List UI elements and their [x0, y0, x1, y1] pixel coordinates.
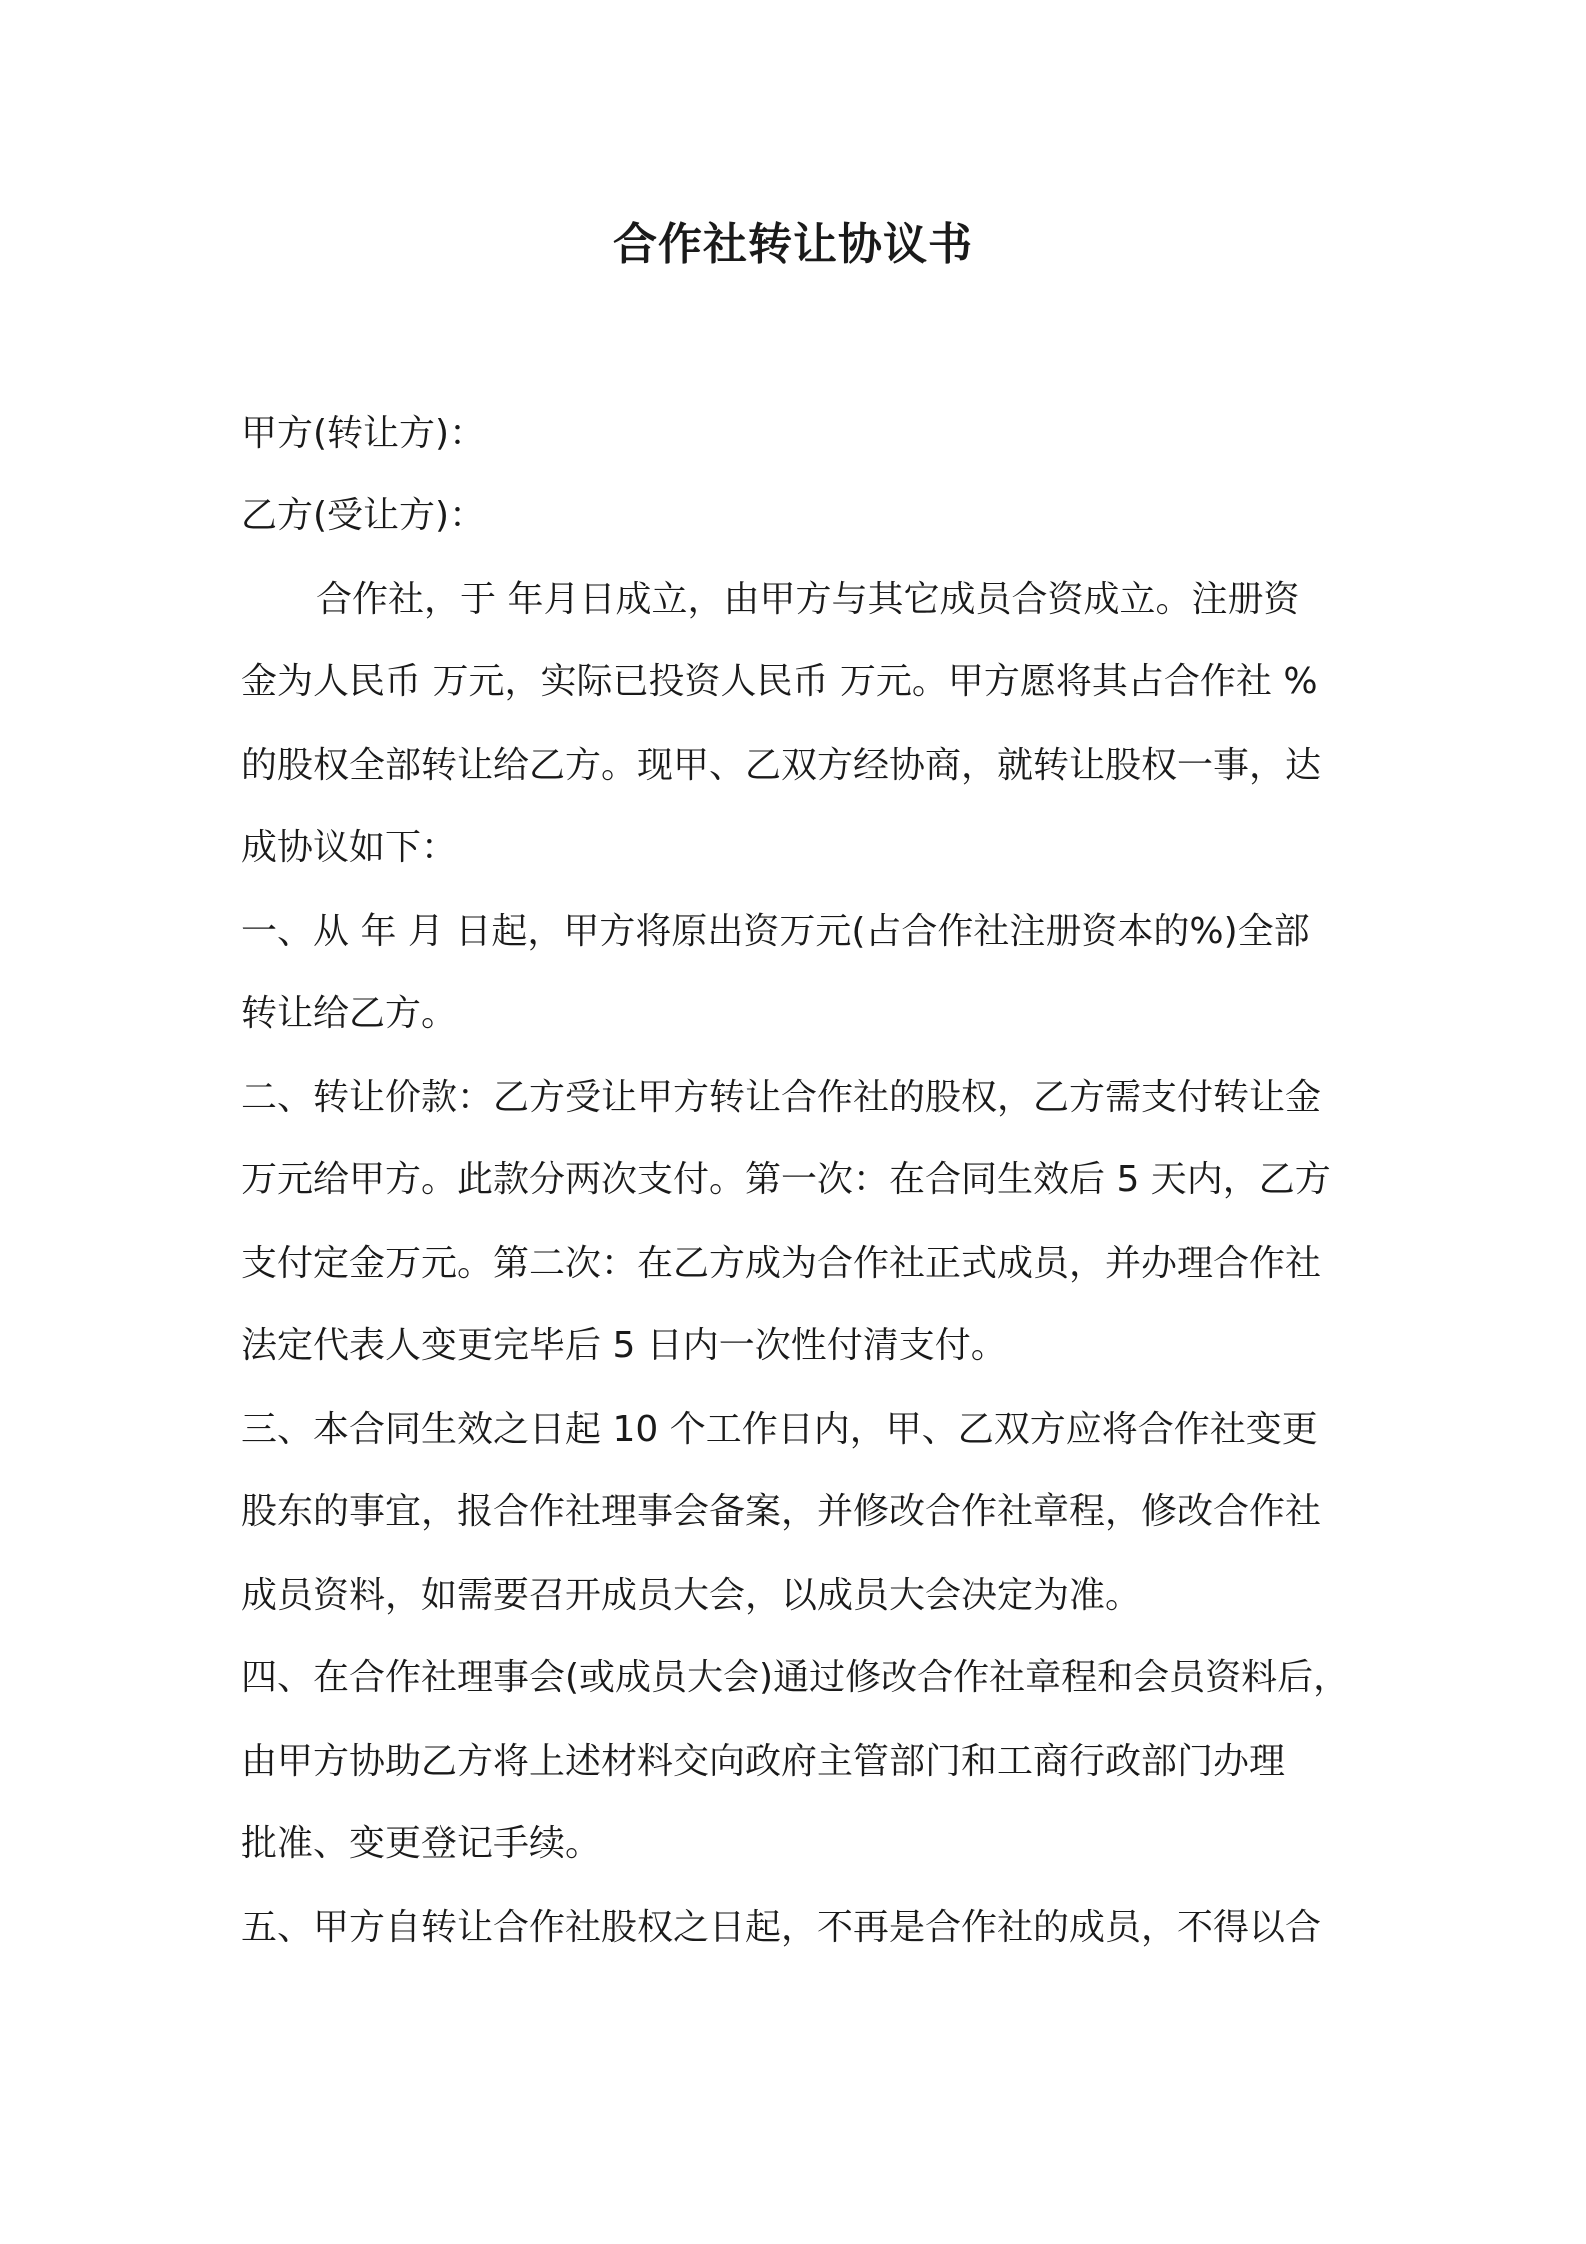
clause-2-line-3: 支付定金万元。第二次：在乙方成为合作社正式成员，并办理合作社 [241, 1243, 1322, 1284]
intro-line-1: 合作社，于 年月日成立，由甲方与其它成员合资成立。注册资 [316, 579, 1300, 620]
intro-line-2: 金为人民币 万元，实际已投资人民币 万元。甲方愿将其占合作社 % [241, 661, 1318, 702]
clause-2-line-1: 二、转让价款：乙方受让甲方转让合作社的股权，乙方需支付转让金 [241, 1077, 1322, 1118]
clause-4-line-1: 四、在合作社理事会(或成员大会)通过修改合作社章程和会员资料后， [241, 1657, 1350, 1698]
clause-3-line-3: 成员资料，如需要召开成员大会，以成员大会决定为准。 [241, 1575, 1142, 1616]
party-a-line: 甲方(转让方)： [241, 413, 486, 454]
clause-1-line-1: 一、从 年 月 日起，甲方将原出资万元(占合作社注册资本的%)全部 [241, 911, 1310, 952]
clause-4-line-2: 由甲方协助乙方将上述材料交向政府主管部门和工商行政部门办理 [241, 1741, 1286, 1782]
clause-2-line-2: 万元给甲方。此款分两次支付。第一次：在合同生效后 5 天内，乙方 [241, 1159, 1331, 1200]
document-title: 合作社转让协议书 [613, 219, 973, 270]
clause-5-line-1: 五、甲方自转让合作社股权之日起，不再是合作社的成员，不得以合 [241, 1907, 1322, 1948]
clause-4-line-3: 批准、变更登记手续。 [241, 1823, 602, 1864]
intro-line-4: 成协议如下： [241, 827, 458, 868]
clause-2-line-4: 法定代表人变更完毕后 5 日内一次性付清支付。 [241, 1325, 1007, 1366]
clause-3-line-2: 股东的事宜，报合作社理事会备案，并修改合作社章程，修改合作社 [241, 1491, 1322, 1532]
clause-3-line-1: 三、本合同生效之日起 10 个工作日内，甲、乙双方应将合作社变更 [241, 1409, 1318, 1450]
clause-1-line-2: 转让给乙方。 [241, 993, 458, 1034]
party-b-line: 乙方(受让方)： [241, 495, 486, 536]
intro-line-3: 的股权全部转让给乙方。现甲、乙双方经协商，就转让股权一事，达 [241, 745, 1322, 786]
